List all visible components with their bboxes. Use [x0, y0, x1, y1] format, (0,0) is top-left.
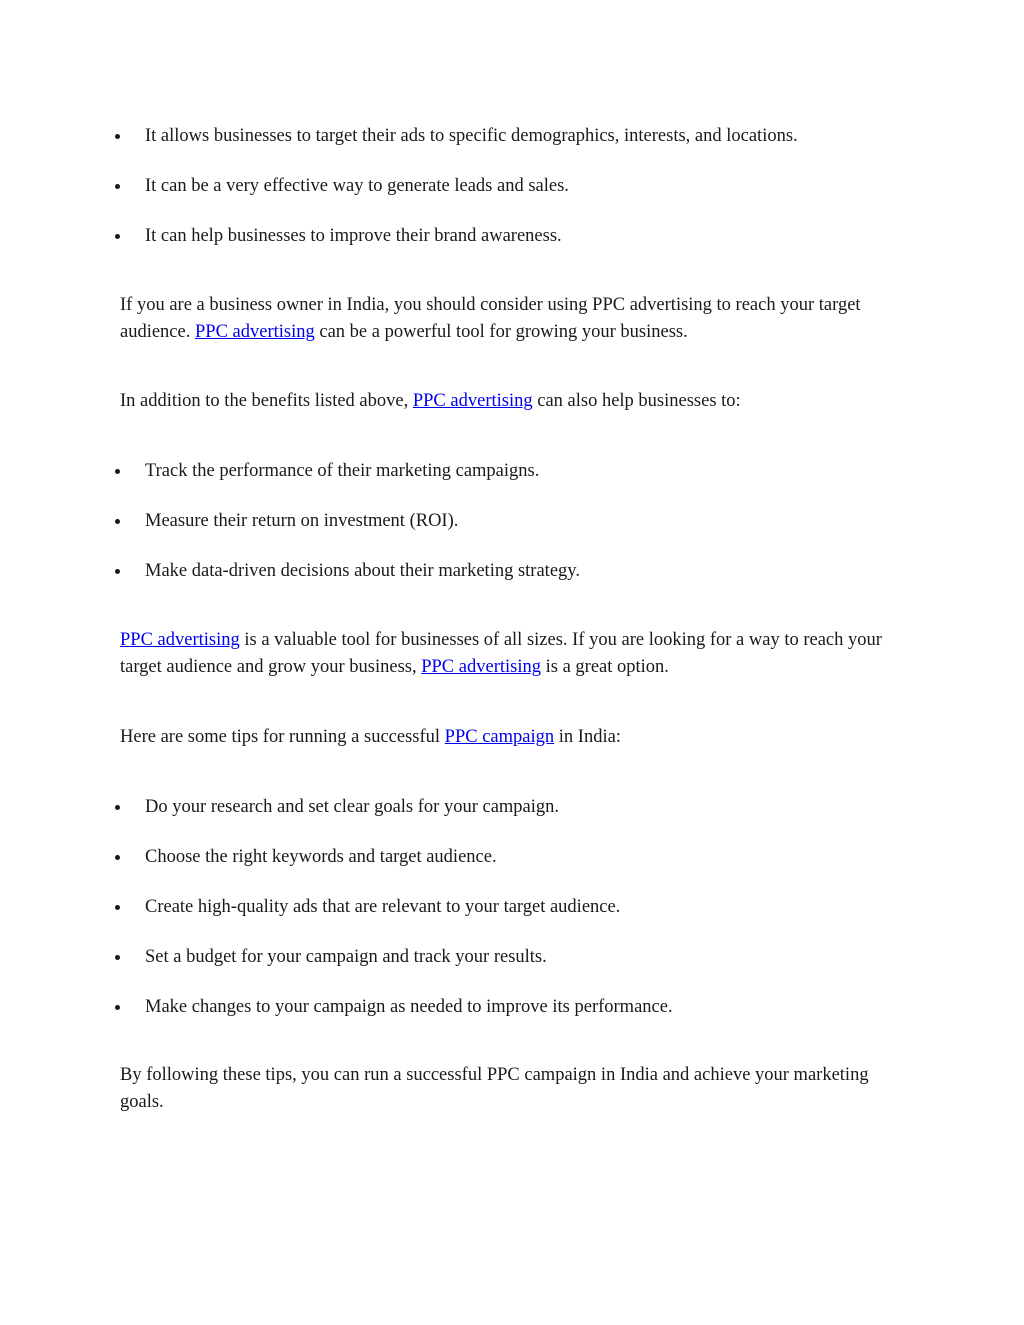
additional-benefits-list [113, 460, 580, 610]
list-item: Make data-driven decisions about their marketing strategy. [113, 560, 580, 610]
paragraph-tips-intro: Here are some tips for running a successful PPC campaign in India: [120, 727, 621, 747]
bullet-icon [115, 134, 120, 139]
list-item: Choose the right keywords and target audience. [113, 846, 673, 896]
bullet-icon [115, 234, 120, 239]
bullet-icon [115, 905, 120, 910]
list-item: It allows businesses to target their ads to specific demographics, interests, and locations. [113, 125, 798, 175]
list-item: Set a budget for your campaign and track your results. [113, 946, 673, 996]
tips-list [113, 796, 673, 1046]
paragraph-conclusion: By following these tips, you can run a successful PPC campaign in India and achieve your marketing goals. [120, 1065, 869, 1112]
ppc-advertising-link[interactable]: PPC advertising [120, 630, 240, 650]
bullet-icon [115, 1005, 120, 1010]
bullet-icon [115, 855, 120, 860]
list-item: Measure their return on investment (ROI). [113, 510, 580, 560]
ppc-advertising-link[interactable]: PPC advertising [421, 657, 541, 677]
paragraph-valuable-tool: PPC advertising is a valuable tool for businesses of all sizes. If you are looking for a way to reach your target audience and grow your business, PPC advertising is a great option. [120, 630, 882, 677]
ppc-advertising-link[interactable]: PPC advertising [195, 322, 315, 342]
paragraph-business-owner: If you are a business owner in India, you should consider using PPC advertising to reach your target audience. PPC advertising can be a powerful tool for growing your business. [120, 295, 861, 342]
list-item: Track the performance of their marketing campaigns. [113, 460, 580, 510]
paragraph-additional-benefits: In addition to the benefits listed above, PPC advertising can also help businesses to: [120, 391, 741, 411]
list-item: Create high-quality ads that are relevant to your target audience. [113, 896, 673, 946]
ppc-campaign-link[interactable]: PPC campaign [444, 727, 555, 747]
bullet-icon [115, 569, 120, 574]
benefits-list [113, 125, 798, 275]
bullet-icon [115, 805, 120, 810]
list-item: It can help businesses to improve their brand awareness. [113, 225, 798, 275]
list-item: It can be a very effective way to generate leads and sales. [113, 175, 798, 225]
bullet-icon [115, 184, 120, 189]
ppc-advertising-link[interactable]: PPC advertising [412, 391, 533, 411]
bullet-icon [115, 955, 120, 960]
list-item: Do your research and set clear goals for your campaign. [113, 796, 673, 846]
bullet-icon [115, 469, 120, 474]
bullet-icon [115, 519, 120, 524]
list-item: Make changes to your campaign as needed to improve its performance. [113, 996, 673, 1046]
